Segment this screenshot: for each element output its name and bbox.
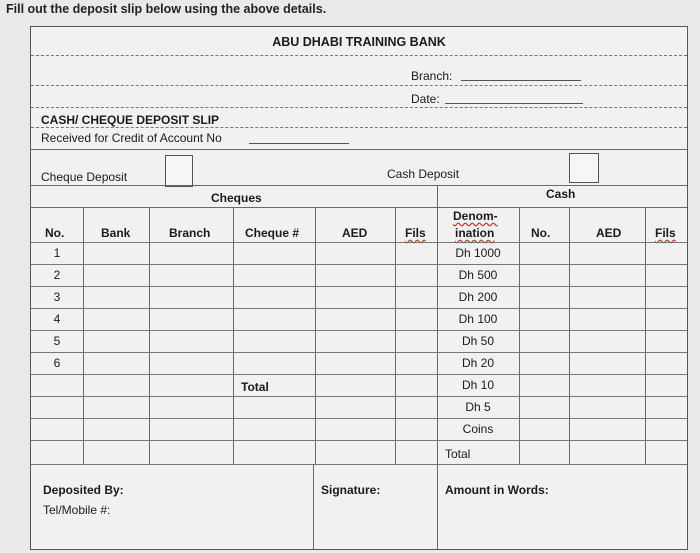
amount-in-words-label: Amount in Words: (445, 483, 549, 497)
row-number: 1 (53, 246, 61, 260)
denomination: Dh 50 (461, 334, 495, 348)
slip-title: CASH/ CHEQUE DEPOSIT SLIP (41, 113, 220, 127)
col-cash-aed: AED (596, 226, 622, 240)
table-row (31, 396, 687, 397)
denomination: Dh 100 (458, 312, 498, 326)
deposit-slip (30, 26, 688, 550)
date-label: Date: (411, 92, 440, 106)
row-number: 5 (53, 334, 61, 348)
cheques-header: Cheques (211, 191, 262, 205)
table-row (31, 440, 687, 441)
cash-header: Cash (546, 187, 576, 201)
divider (31, 127, 687, 128)
divider (31, 207, 687, 208)
table-row (31, 374, 687, 375)
col-cash-fils: Fils (655, 226, 676, 240)
column-divider (519, 207, 520, 464)
row-number: 2 (53, 268, 61, 282)
date-field[interactable] (445, 103, 583, 104)
denomination: Dh 20 (461, 356, 495, 370)
column-divider (313, 464, 314, 549)
row-number: 3 (53, 290, 61, 304)
row-number: 6 (53, 356, 61, 370)
denomination: Dh 10 (461, 378, 495, 392)
branch-field[interactable] (461, 80, 581, 81)
table-row (31, 464, 687, 465)
branch-label: Branch: (411, 69, 453, 83)
denomination: Dh 500 (458, 268, 498, 282)
col-bank: Bank (101, 226, 131, 240)
col-fils: Fils (405, 226, 426, 240)
denomination: Dh 5 (465, 400, 491, 414)
tel-mobile-label: Tel/Mobile #: (43, 503, 111, 517)
cheque-deposit-checkbox[interactable] (165, 155, 193, 187)
account-number-field[interactable] (249, 143, 349, 144)
col-cash-no: No. (531, 226, 551, 240)
cash-total-label: Total (445, 447, 471, 461)
table-row (31, 352, 687, 353)
col-denomination-2: ination (455, 226, 495, 240)
divider (31, 85, 687, 86)
cheque-total-label: Total (241, 380, 269, 394)
col-aed: AED (342, 226, 368, 240)
column-divider (569, 207, 570, 464)
instruction-text: Fill out the deposit slip below using the above details. (6, 2, 327, 16)
bank-name: ABU DHABI TRAINING BANK (272, 35, 446, 49)
column-divider (233, 207, 234, 464)
denomination: Dh 200 (458, 290, 498, 304)
col-cheque-number: Cheque # (245, 226, 300, 240)
table-row (31, 308, 687, 309)
table-row (31, 242, 687, 243)
denomination: Dh 1000 (455, 246, 501, 260)
table-row (31, 264, 687, 265)
column-divider (395, 207, 396, 464)
divider (31, 55, 687, 56)
divider (31, 107, 687, 108)
account-label: Received for Credit of Account No (41, 131, 222, 145)
cheque-deposit-label: Cheque Deposit (41, 170, 128, 184)
table-row (31, 418, 687, 419)
row-number: 4 (53, 312, 61, 326)
divider (31, 149, 687, 150)
column-divider (437, 464, 438, 549)
cash-deposit-label: Cash Deposit (387, 167, 460, 181)
column-divider (149, 207, 150, 464)
column-divider (83, 207, 84, 464)
divider (31, 185, 687, 186)
cash-deposit-checkbox[interactable] (569, 153, 599, 183)
column-divider (315, 207, 316, 464)
table-row (31, 286, 687, 287)
signature-label: Signature: (321, 483, 381, 497)
col-no: No. (45, 226, 65, 240)
column-divider (645, 207, 646, 464)
table-row (31, 330, 687, 331)
denomination: Coins (462, 422, 494, 436)
col-branch: Branch (169, 226, 211, 240)
col-denomination-1: Denom- (453, 209, 498, 223)
deposited-by-label: Deposited By: (43, 483, 124, 497)
